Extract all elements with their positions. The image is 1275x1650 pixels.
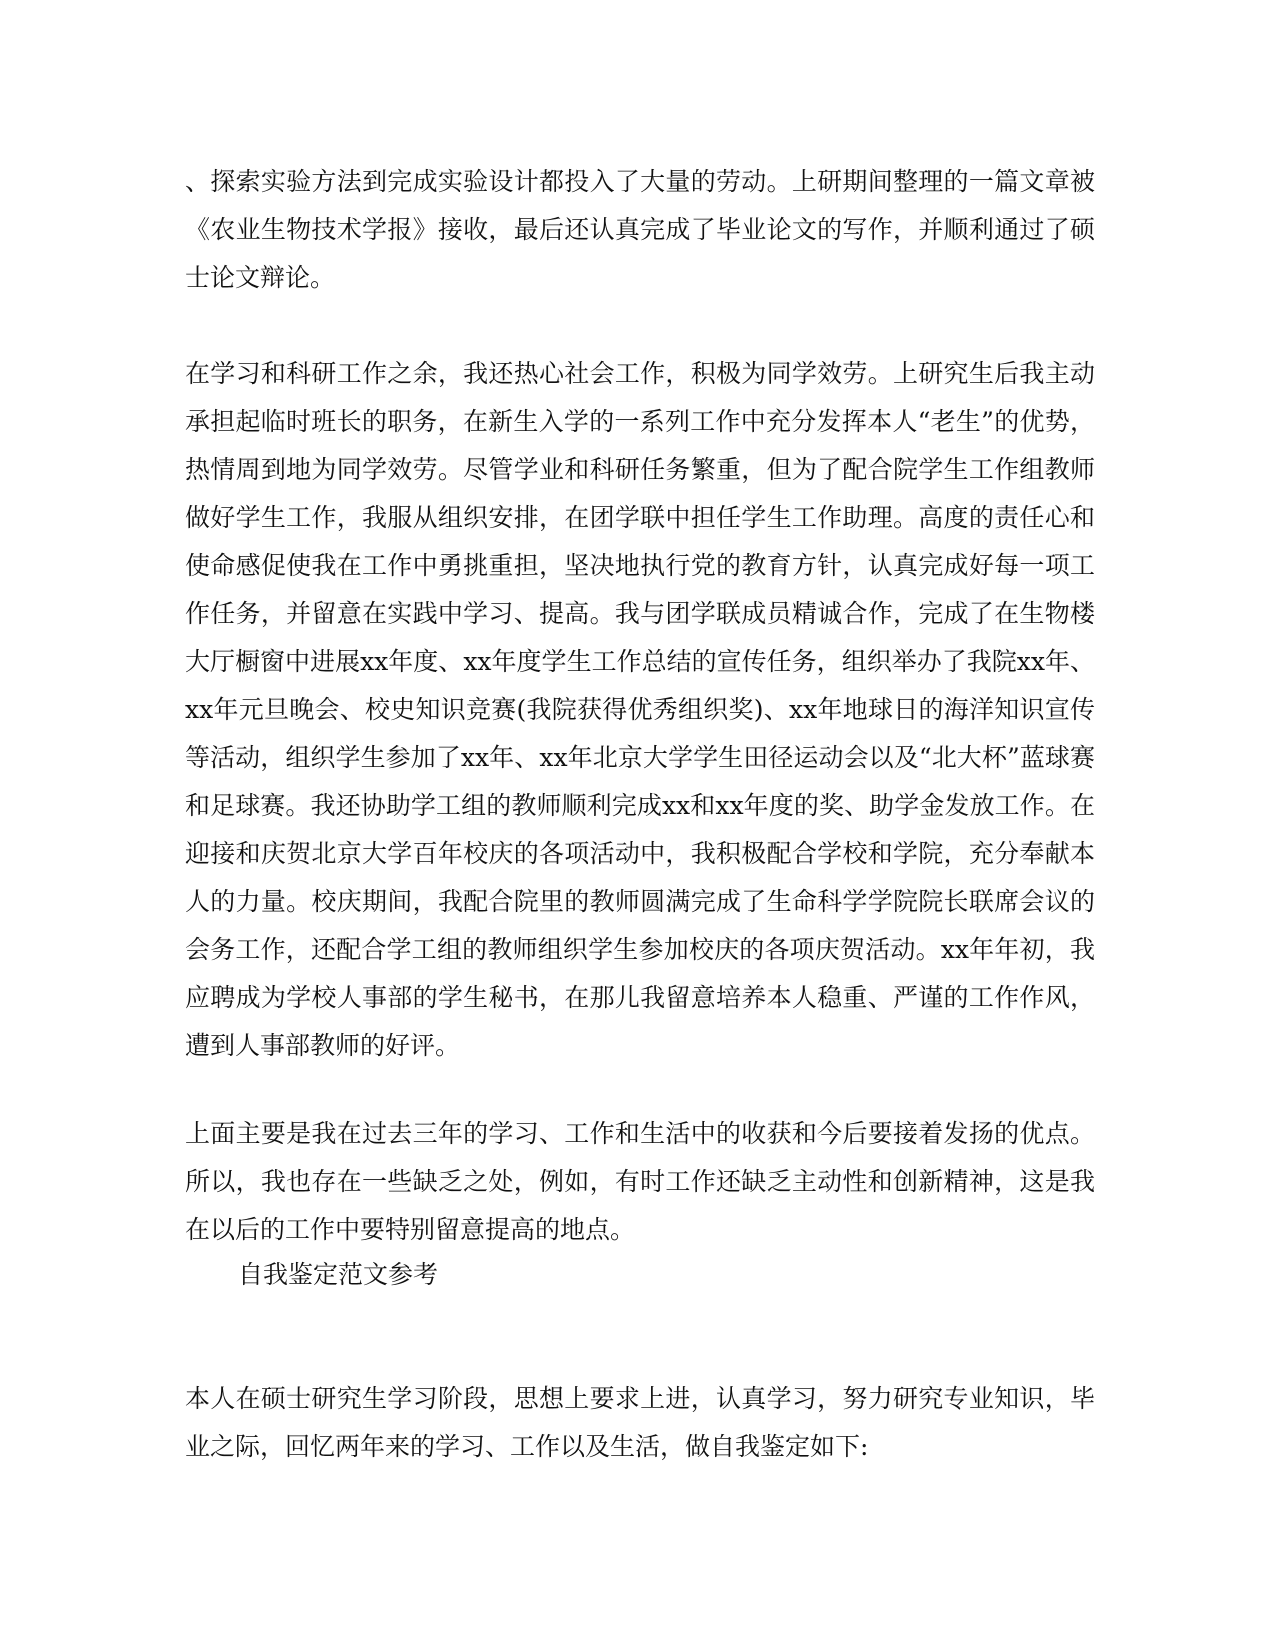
- paragraph-intro: [185, 1375, 1095, 1471]
- text-line: 等活动，组织学生参加了xx年、xx年北京大学学生田径运动会以及“北大杯”蓝球赛: [185, 743, 1095, 772]
- paragraph-research-work: [185, 158, 1095, 302]
- text-line: 在学习和科研工作之余，我还热心社会工作，积极为同学效劳。上研究生后我主动: [185, 359, 1095, 388]
- text-line: 在以后的工作中要特别留意提高的地点。: [185, 1215, 636, 1244]
- text-line: 士论文辩论。: [185, 263, 336, 292]
- text-line: 上面主要是我在过去三年的学习、工作和生活中的收获和今后要接着发扬的优点。: [185, 1119, 1095, 1148]
- text-line: 本人在硕士研究生学习阶段，思想上要求上进，认真学习，努力研究专业知识，毕: [185, 1384, 1095, 1413]
- text-line: 应聘成为学校人事部的学生秘书，在那儿我留意培养本人稳重、严谨的工作作风，: [185, 983, 1095, 1012]
- text-line: 大厅橱窗中进展xx年度、xx年度学生工作总结的宣传任务，组织举办了我院xx年、: [185, 647, 1095, 676]
- text-line: 使命感促使我在工作中勇挑重担，坚决地执行党的教育方针，认真完成好每一项工: [185, 551, 1095, 580]
- text-line: 迎接和庆贺北京大学百年校庆的各项活动中，我积极配合学校和学院，充分奉献本: [185, 839, 1095, 868]
- text-line: 人的力量。校庆期间，我配合院里的教师圆满完成了生命科学学院院长联席会议的: [185, 887, 1095, 916]
- text-line: 作任务，并留意在实践中学习、提高。我与团学联成员精诚合作，完成了在生物楼: [185, 599, 1095, 628]
- paragraph-summary: [185, 1110, 1095, 1254]
- text-line: 会务工作，还配合学工组的教师组织学生参加校庆的各项庆贺活动。xx年年初，我: [185, 935, 1095, 964]
- text-line: 和足球赛。我还协助学工组的教师顺利完成xx和xx年度的奖、助学金发放工作。在: [185, 791, 1095, 820]
- text-line: 承担起临时班长的职务，在新生入学的一系列工作中充分发挥本人“老生”的优势，: [185, 407, 1095, 436]
- text-line: 热情周到地为同学效劳。尽管学业和科研任务繁重，但为了配合院学生工作组教师: [185, 455, 1095, 484]
- text-line: 所以，我也存在一些缺乏之处，例如，有时工作还缺乏主动性和创新精神，这是我: [185, 1167, 1095, 1196]
- text-line: 业之际，回忆两年来的学习、工作以及生活，做自我鉴定如下:: [185, 1432, 869, 1461]
- text-line: 遭到人事部教师的好评。: [185, 1031, 461, 1060]
- text-line: 、探索实验方法到完成实验设计都投入了大量的劳动。上研期间整理的一篇文章被: [185, 167, 1095, 196]
- section-heading: 自我鉴定范文参考: [238, 1260, 439, 1289]
- text-line: 做好学生工作，我服从组织安排，在团学联中担任学生工作助理。高度的责任心和: [185, 503, 1095, 532]
- text-line: xx年元旦晚会、校史知识竞赛(我院获得优秀组织奖)、xx年地球日的海洋知识宣传: [185, 695, 1095, 724]
- paragraph-social-work: [185, 350, 1095, 1070]
- text-line: 《农业生物技术学报》接收，最后还认真完成了毕业论文的写作，并顺利通过了硕: [185, 215, 1095, 244]
